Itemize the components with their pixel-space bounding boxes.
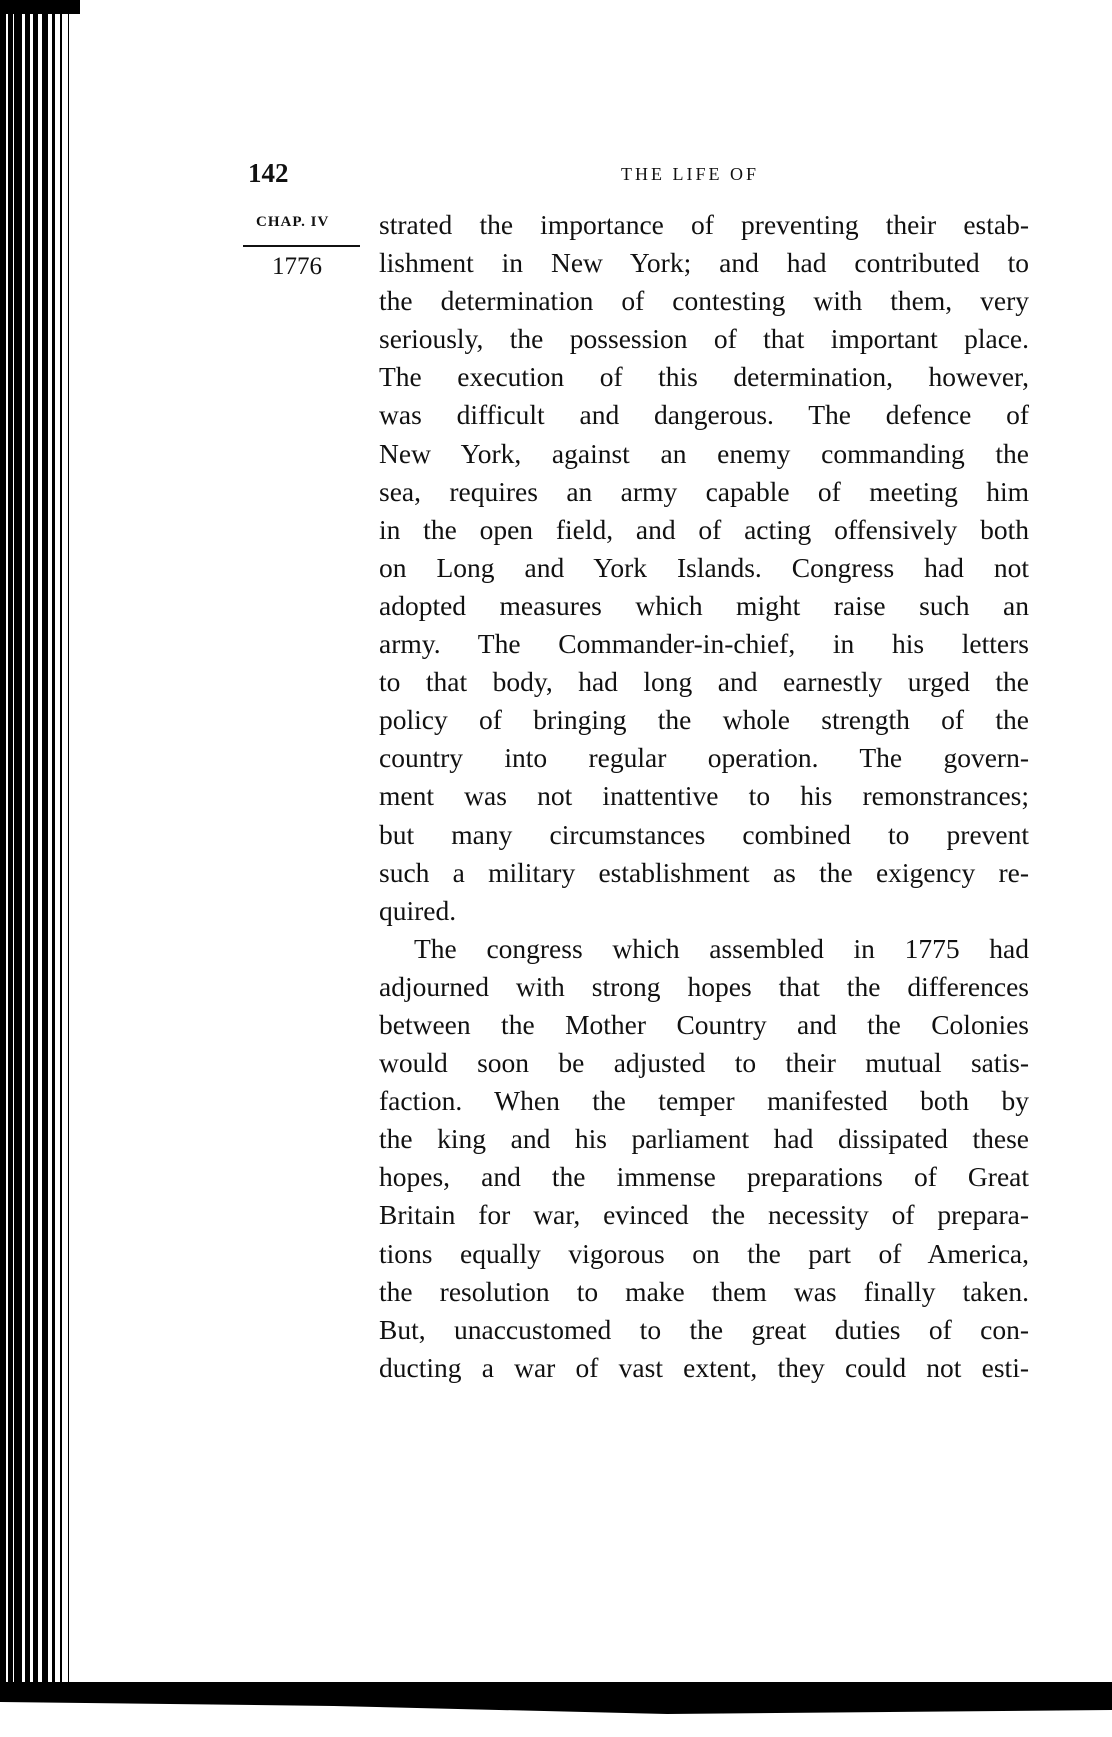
text-line: The congress which assembled in 1775 had [414,932,1029,964]
text-line: adjourned with strong hopes that the differences [379,970,1029,1002]
body-text [379,206,1029,1387]
text-line: between the Mother Country and the Colonies [379,1008,1029,1040]
text-line: army. The Commander-in-chief, in his letters [379,628,1029,660]
text-line: country into regular operation. The govern- [379,742,1029,774]
text-line: ducting a war of vast extent, they could not esti- [379,1351,1029,1383]
text-line: on Long and York Islands. Congress had not [379,551,1029,583]
text-line: such a military establishment as the exigency re- [379,856,1029,888]
text-line: in the open field, and of acting offensively both [379,513,1029,545]
text-line: the resolution to make them was finally taken. [379,1275,1029,1307]
text-line: hopes, and the immense preparations of Great [379,1161,1029,1193]
text-line: lishment in New York; and had contributed to [379,247,1029,279]
text-line: adopted measures which might raise such an [379,589,1029,621]
margin-chapter: CHAP. IV [256,214,330,230]
page-bottom-shadow [0,1682,1112,1722]
text-line: would soon be adjusted to their mutual satis- [379,1047,1029,1079]
text-line: The execution of this determination, however, [379,361,1029,393]
text-line: was difficult and dangerous. The defence of [379,399,1029,431]
running-head: THE LIFE OF [621,164,759,184]
text-line: ment was not inattentive to his remonstrances; [379,780,1029,812]
text-line: quired. [379,894,457,926]
text-line: policy of bringing the whole strength of the [379,704,1029,736]
text-line: faction. When the temper manifested both by [379,1085,1029,1117]
text-line: the determination of contesting with them, very [379,285,1029,317]
text-line: seriously, the possession of that important place. [379,323,1029,355]
text-line: but many circumstances combined to prevent [379,818,1029,850]
text-line: strated the importance of preventing their estab- [379,209,1029,240]
book-binding-edge [0,0,80,1700]
text-line: to that body, had long and earnestly urged the [379,666,1029,698]
page-number: 142 [248,158,289,188]
margin-year: 1776 [272,253,322,280]
text-line: the king and his parliament had dissipated these [379,1123,1029,1155]
text-line: sea, requires an army capable of meeting him [379,475,1029,507]
text-line: tions equally vigorous on the part of America, [379,1237,1029,1269]
text-line: But, unaccustomed to the great duties of con- [379,1313,1029,1345]
margin-rule [243,245,360,247]
text-line: New York, against an enemy commanding the [379,437,1029,469]
page-edge-shadow [0,0,80,14]
text-line: Britain for war, evinced the necessity of prepara- [379,1199,1029,1231]
